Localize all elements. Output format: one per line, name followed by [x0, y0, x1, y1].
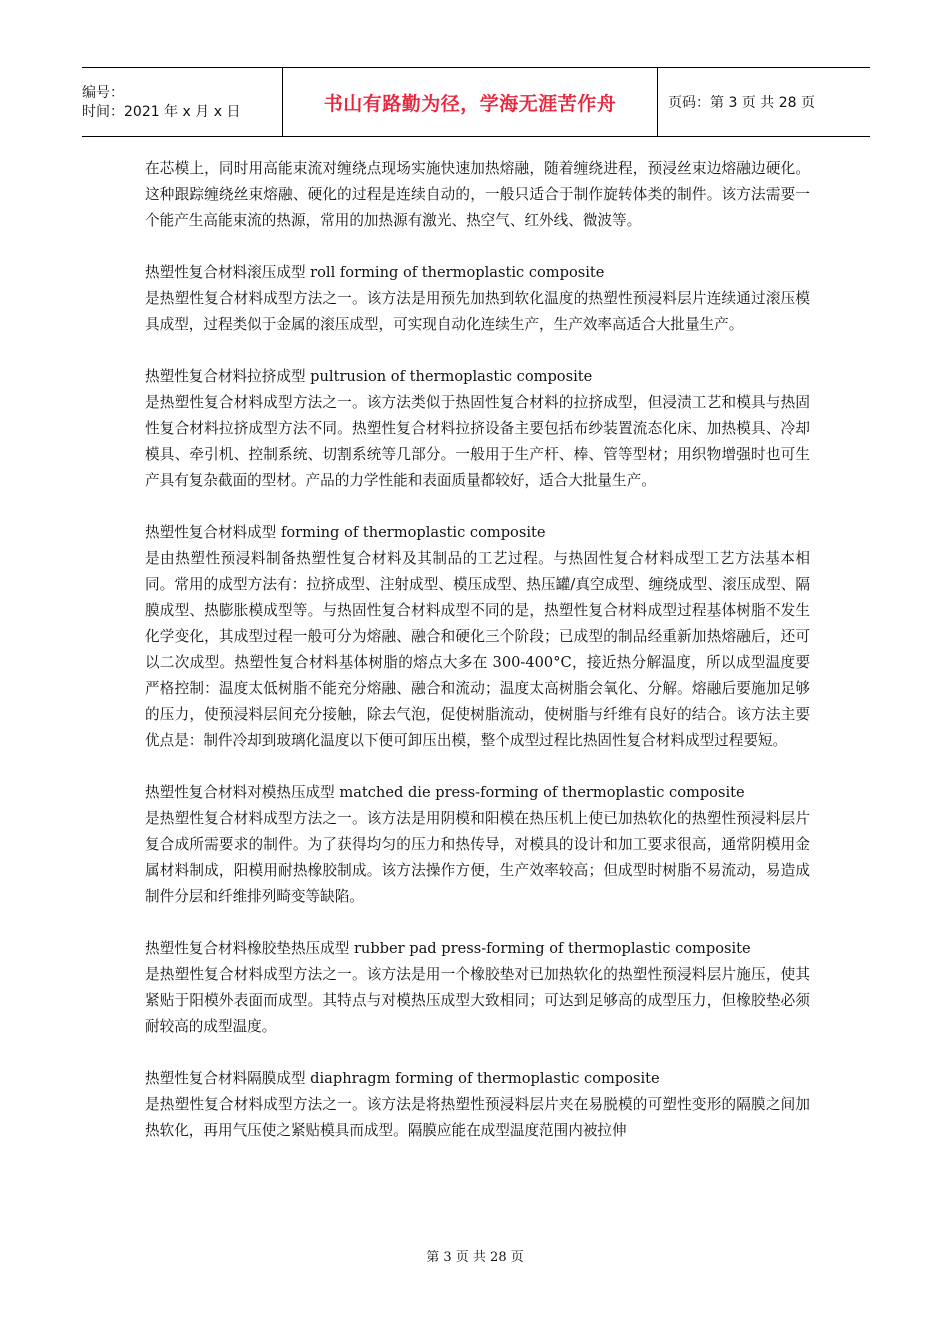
section-rubber-pad: [145, 936, 810, 1040]
document-body: [145, 156, 810, 1144]
document-date: 时间：2021 年 x 月 x 日: [82, 104, 241, 120]
section-title: 热塑性复合材料成型 forming of thermoplastic composite: [145, 524, 546, 541]
section-title: 热塑性复合材料隔膜成型 diaphragm forming of thermoplastic composite: [145, 1070, 660, 1087]
section-body: 是热塑性复合材料成型方法之一。该方法是将热塑性预浸料层片夹在易脱模的可塑性变形的隔膜之间加热软化，再用气压使之紧贴模具而成型。隔膜应能在成型温度范围内被拉伸: [145, 1096, 810, 1139]
section-body: 是热塑性复合材料成型方法之一。该方法是用预先加热到软化温度的热塑性预浸料层片连续通过滚压模具成型，过程类似于金属的滚压成型，可实现自动化连续生产，生产效率高适合大批量生产。: [145, 290, 810, 333]
intro-paragraph: 在芯模上，同时用高能束流对缠绕点现场实施快速加热熔融，随着缠绕进程，预浸丝束边熔融边硬化。这种跟踪缠绕丝束熔融、硬化的过程是连续自动的，一般只适合于制作旋转体类的制件。该方法需要一个能产生高能束流的热源，常用的加热源有激光、热空气、红外线、微波等。: [145, 160, 810, 229]
section-roll-forming: [145, 260, 810, 338]
section-body: 是热塑性复合材料成型方法之一。该方法是用阴模和阳模在热压机上使已加热软化的热塑性预浸料层片复合成所需要求的制件。为了获得均匀的压力和热传导，对模具的设计和加工要求很高，通常阴模用金属材料制成，阳模用耐热橡胶制成。该方法操作方便，生产效率较高；但成型时树脂不易流动，易造成制件分层和纤维排列畸变等缺陷。: [145, 810, 810, 905]
header-page-cell: [658, 68, 871, 137]
section-diaphragm: [145, 1066, 810, 1144]
section-body: 是热塑性复合材料成型方法之一。该方法类似于热固性复合材料的拉挤成型，但浸渍工艺和模具与热固性复合材料拉挤成型方法不同。热塑性复合材料拉挤设备主要包括布纱装置流态化床、加热模具、冷却模具、牵引机、控制系统、切割系统等几部分。一般用于生产杆、棒、管等型材；用织物增强时也可生产具有复杂截面的型材。产品的力学性能和表面质量都较好，适合大批量生产。: [145, 394, 810, 489]
page-header: [82, 67, 870, 137]
section-title: 热塑性复合材料拉挤成型 pultrusion of thermoplastic composite: [145, 368, 593, 385]
section-body: 是由热塑性预浸料制备热塑性复合材料及其制品的工艺过程。与热固性复合材料成型工艺方法基本相同。常用的成型方法有：拉挤成型、注射成型、模压成型、热压罐/真空成型、缠绕成型、滚压成型、隔膜成型、热膨胀模成型等。与热固性复合材料成型不同的是，热塑性复合材料成型过程基体树脂不发生化学变化，其成型过程一般可分为熔融、融合和硬化三个阶段；已成型的制品经重新加热熔融后，还可以二次成型。热塑性复合材料基体树脂的熔点大多在 300-400°C，接近热分解温度，所以成型温度要严格控制：温度太低树脂不能充分熔融、融合和流动；温度太高树脂会氧化、分解。熔融后要施加足够的压力，使预浸料层间充分接触，除去气泡，促使树脂流动，使树脂与纤维有良好的结合。该方法主要优点是：制件冷却到玻璃化温度以下便可卸压出模，整个成型过程比热固性复合材料成型过程要短。: [145, 550, 810, 749]
section-title: 热塑性复合材料橡胶垫热压成型 rubber pad press-forming of thermoplastic composite: [145, 940, 751, 957]
page-code: 页码：第 3 页 共 28 页: [668, 95, 815, 111]
section-forming: [145, 520, 810, 754]
section-body: 是热塑性复合材料成型方法之一。该方法是用一个橡胶垫对已加热软化的热塑性预浸料层片施压，使其紧贴于阳模外表面而成型。其特点与对模热压成型大致相同；可达到足够高的成型压力，但橡胶垫必须耐较高的成型温度。: [145, 966, 810, 1035]
section-title: 热塑性复合材料对模热压成型 matched die press-forming of thermoplastic composite: [145, 784, 745, 801]
section-pultrusion: [145, 364, 810, 494]
document-code-label: 编号：: [82, 85, 124, 101]
section-matched-die: [145, 780, 810, 910]
header-meta-cell: [82, 68, 283, 137]
section-title: 热塑性复合材料滚压成型 roll forming of thermoplastic composite: [145, 264, 605, 281]
page-footer: 第 3 页 共 28 页: [426, 1250, 524, 1265]
motto-text: 书山有路勤为径，学海无涯苦作舟: [323, 92, 617, 115]
header-motto-cell: [283, 68, 658, 137]
